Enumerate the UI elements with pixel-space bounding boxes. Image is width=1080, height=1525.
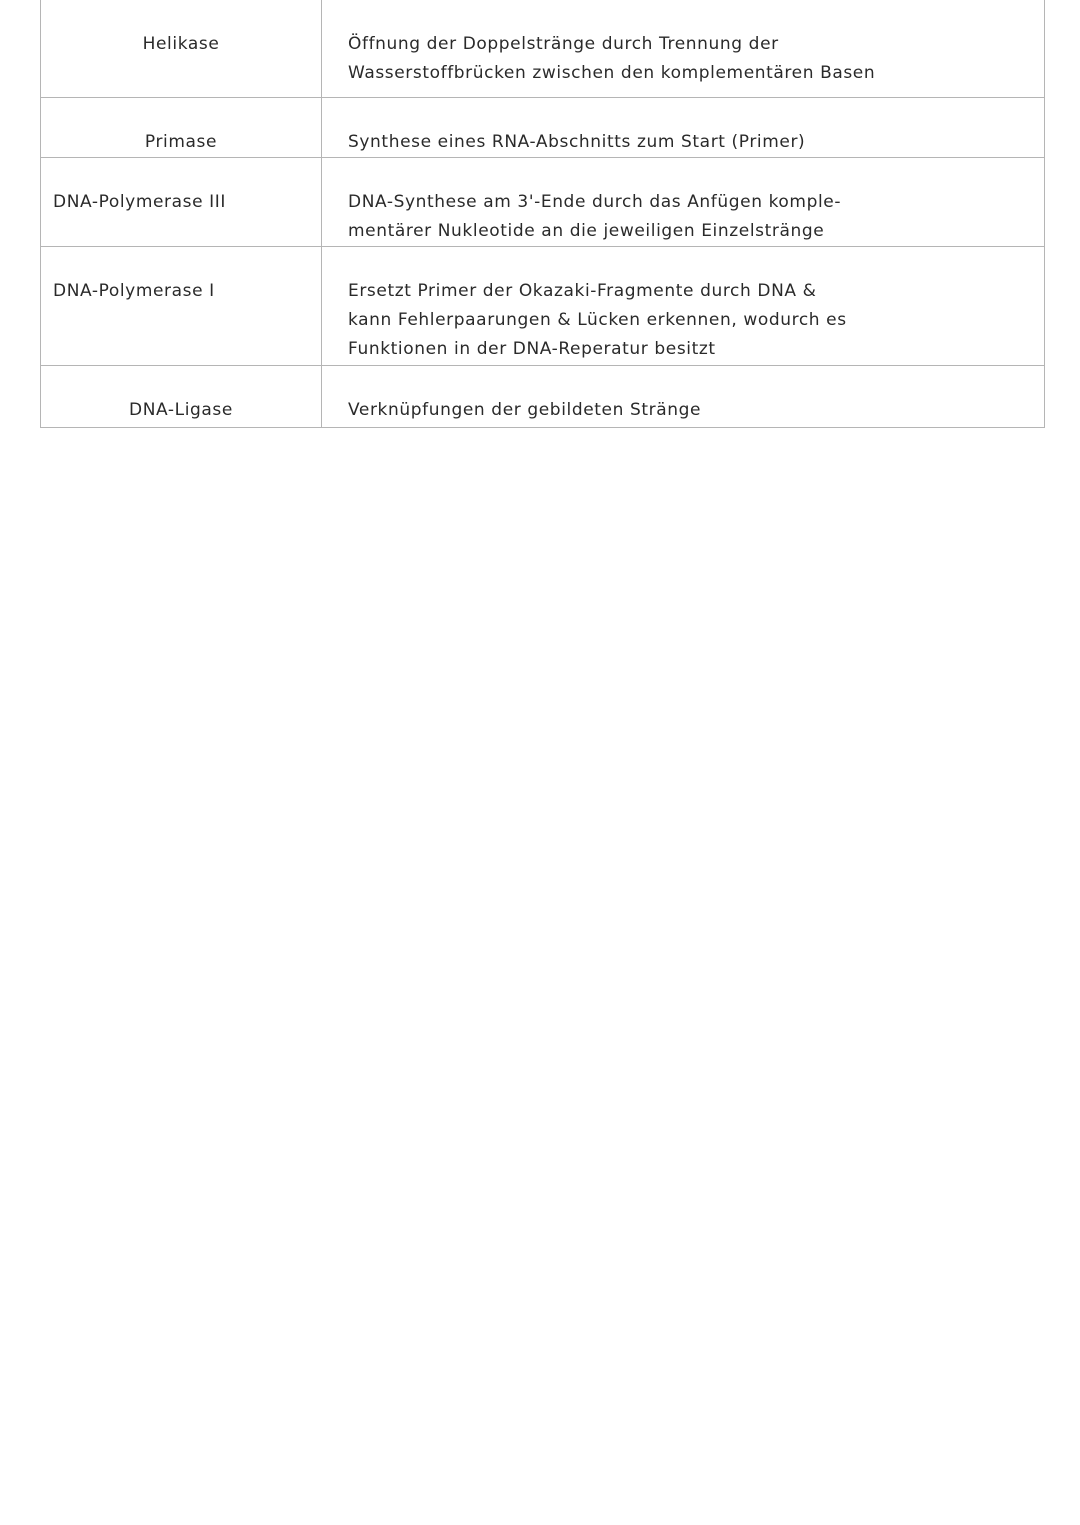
enzyme-function-cell: [322, 97, 1045, 157]
function-text-line: DNA-Synthese am 3'-Ende durch das Anfügen komple-: [348, 191, 842, 212]
enzyme-name: DNA-Ligase: [129, 399, 233, 420]
enzyme-function-cell: [322, 157, 1045, 246]
table-row: [41, 365, 1045, 427]
enzyme-table-body: [41, 0, 1045, 427]
function-text-line: Wasserstoffbrücken zwischen den komplementären Basen: [348, 63, 876, 83]
enzyme-function-cell: [322, 246, 1045, 365]
function-text-line: mentärer Nukleotide an die jeweiligen Einzelstränge: [348, 220, 825, 241]
enzyme-name: Helikase: [142, 34, 220, 54]
function-text-line: kann Fehlerpaarungen & Lücken erkennen, wodurch es: [348, 309, 847, 330]
enzyme-name-cell: [41, 97, 322, 157]
enzyme-function-cell: [322, 365, 1045, 427]
table-row: [41, 246, 1045, 365]
table-row: [41, 0, 1045, 97]
function-text-line: Verknüpfungen der gebildeten Stränge: [348, 399, 702, 420]
function-text-line: Öffnung der Doppelstränge durch Trennung der: [348, 34, 779, 54]
enzyme-table: [40, 0, 1045, 428]
enzyme-name-cell: [41, 246, 322, 365]
enzyme-name: DNA-Polymerase III: [53, 191, 227, 212]
table-row: [41, 157, 1045, 246]
function-text-line: Synthese eines RNA-Abschnitts zum Start (Primer): [348, 131, 806, 152]
enzyme-name-cell: [41, 0, 322, 97]
enzyme-name-cell: [41, 365, 322, 427]
enzyme-function-cell: [322, 0, 1045, 97]
function-text-line: Funktionen in der DNA-Reperatur besitzt: [348, 338, 716, 359]
enzyme-name: Primase: [144, 131, 218, 152]
enzyme-name: DNA-Polymerase I: [53, 280, 215, 301]
enzyme-name-cell: [41, 157, 322, 246]
function-text-line: Ersetzt Primer der Okazaki-Fragmente durch DNA &: [348, 280, 817, 301]
table-row: [41, 97, 1045, 157]
